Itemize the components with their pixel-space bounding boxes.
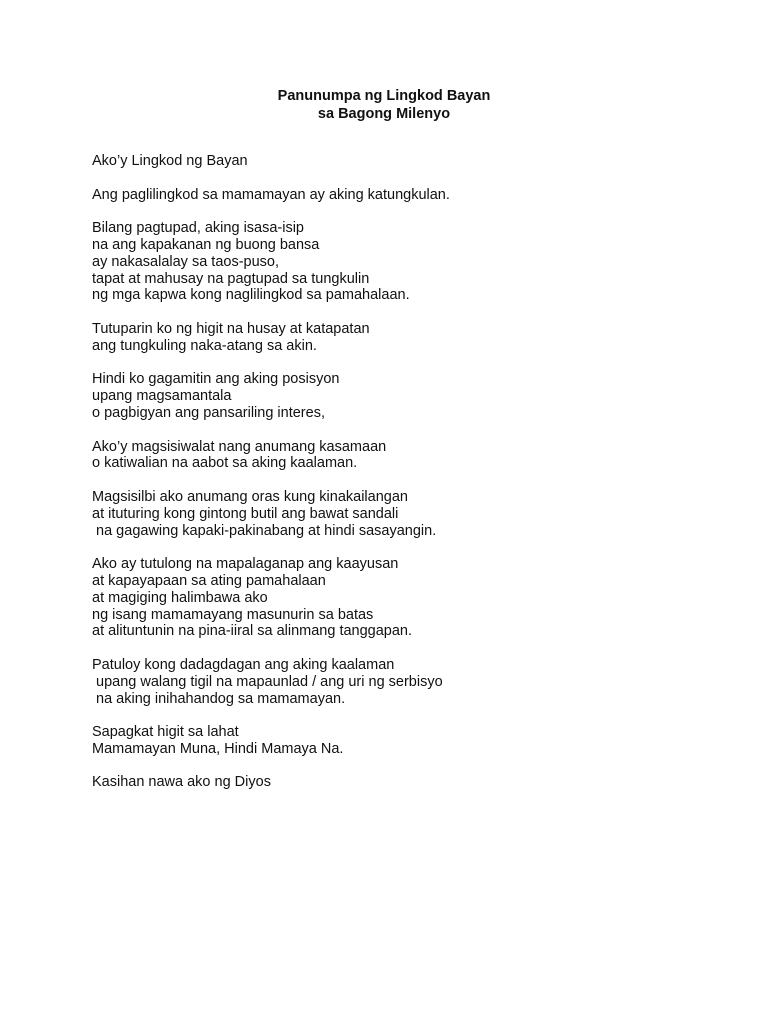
text-line: at magiging halimbawa ako xyxy=(92,589,268,606)
text-line: Hindi ko gagamitin ang aking posisyon xyxy=(92,371,340,388)
text-line: ay nakasalalay sa taos-puso, xyxy=(92,253,279,270)
text-line: at ituturing kong gintong butil ang bawat sandali xyxy=(92,505,399,522)
stanza-1 xyxy=(92,153,712,170)
stanza-9 xyxy=(92,657,712,707)
text-line: Ako ay tutulong na mapalaganap ang kaayusan xyxy=(92,556,399,573)
title-line-2: sa Bagong Milenyo xyxy=(317,106,451,122)
stanza-8 xyxy=(92,556,712,640)
text-line: Mamamayan Muna, Hindi Mamaya Na. xyxy=(92,740,344,757)
text-line: Magsisilbi ako anumang oras kung kinakailangan xyxy=(92,488,408,505)
text-line: ang tungkuling naka-atang sa akin. xyxy=(92,337,317,354)
text-line: Sapagkat higit sa lahat xyxy=(92,724,239,741)
stanza-6 xyxy=(92,439,712,473)
text-line: Ako’y magsisiwalat nang anumang kasamaan xyxy=(92,438,387,455)
text-line: ng mga kapwa kong naglilingkod sa pamahalaan. xyxy=(92,287,410,304)
text-line: na aking inihahandog sa mamamayan. xyxy=(92,690,346,707)
stanza-5 xyxy=(92,371,712,421)
text-line: Bilang pagtupad, aking isasa-isip xyxy=(92,220,304,237)
text-line: at kapayapaan sa ating pamahalaan xyxy=(92,572,326,589)
text-line: tapat at mahusay na pagtupad sa tungkulin xyxy=(92,270,370,287)
text-line: ng isang mamamayang masunurin sa batas xyxy=(92,606,374,623)
text-line: Ako’y Lingkod ng Bayan xyxy=(92,153,248,169)
text-line: at alituntunin na pina-iiral sa alinmang tanggapan. xyxy=(92,623,413,640)
text-line: Patuloy kong dadagdagan ang aking kaalaman xyxy=(92,656,395,673)
text-line: o pagbigyan ang pansariling interes, xyxy=(92,404,325,421)
text-line: upang magsamantala xyxy=(92,388,232,405)
title-line-1: Panunumpa ng Lingkod Bayan xyxy=(277,88,491,104)
document-title xyxy=(0,87,768,123)
stanza-4 xyxy=(92,321,712,355)
text-line: na gagawing kapaki-pakinabang at hindi sasayangin. xyxy=(92,522,437,539)
stanza-3 xyxy=(92,220,712,304)
stanza-10 xyxy=(92,724,712,758)
text-line: Ang paglilingkod sa mamamayan ay aking katungkulan. xyxy=(92,186,450,203)
stanza-7 xyxy=(92,489,712,539)
text-line: Kasihan nawa ako ng Diyos xyxy=(92,774,271,791)
text-line: upang walang tigil na mapaunlad / ang uri ng serbisyo xyxy=(92,673,443,690)
text-line: na ang kapakanan ng buong bansa xyxy=(92,236,320,253)
text-line: o katiwalian na aabot sa aking kaalaman. xyxy=(92,455,358,472)
text-line: Tutuparin ko ng higit na husay at katapatan xyxy=(92,320,370,337)
oath-body xyxy=(92,153,712,808)
stanza-2 xyxy=(92,187,712,204)
stanza-11 xyxy=(92,774,712,791)
